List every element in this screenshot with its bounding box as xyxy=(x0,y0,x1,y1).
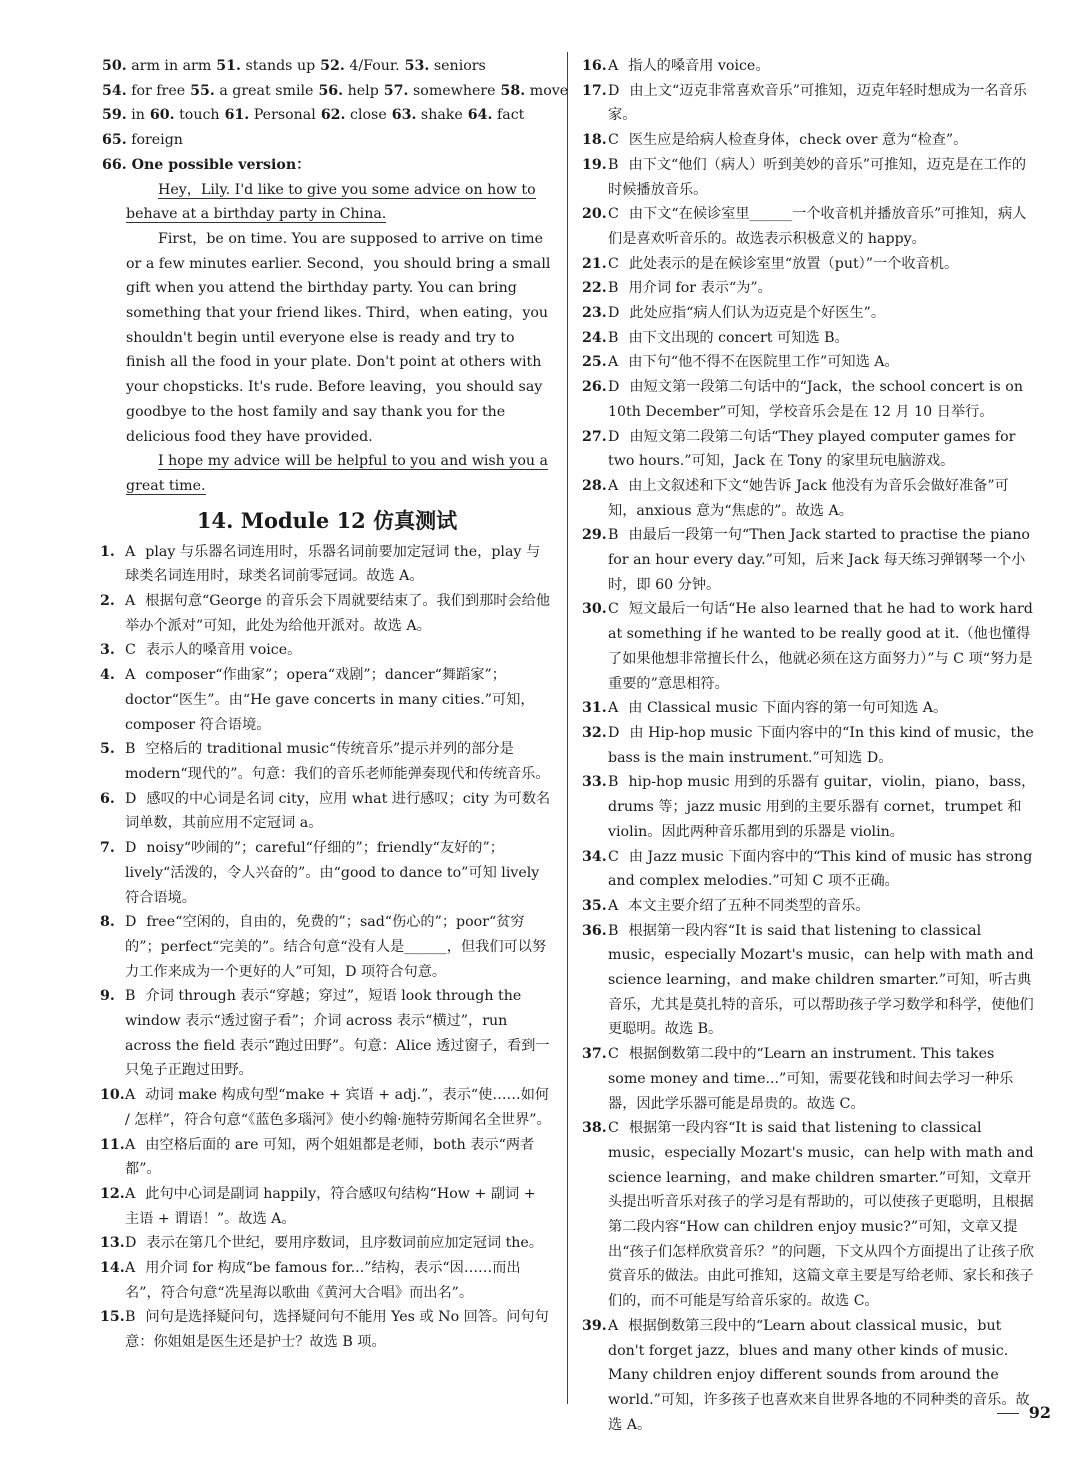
item-number: 7. xyxy=(100,840,115,857)
essay-body xyxy=(126,178,552,499)
answer-item xyxy=(584,79,1036,128)
answer-item xyxy=(584,350,1036,375)
item-explanation: 表示在第几个世纪，要用序数词，且序数词前应加定冠词 the。 xyxy=(146,1235,543,1252)
item-answer: A xyxy=(125,1087,136,1104)
item-explanation: 短文最后一句话“He also learned that he had to work hard at something if he wanted to be really good at it.（他也懂得了如果他想非常擅长什么，他就必须在这方面努力）”与 C 项“努力是重要的”意思相符。 xyxy=(608,601,1033,692)
item-number: 2. xyxy=(100,593,115,610)
answer-item xyxy=(584,894,1036,919)
item-number: 37. xyxy=(582,1046,607,1063)
item-answer: D xyxy=(125,840,137,857)
essay-paragraph: Hey，Lily. I'd like to give you some advice on how to behave at a birthday party in China. xyxy=(126,181,536,223)
item-number: 36. xyxy=(582,922,607,939)
answer-item xyxy=(584,721,1036,770)
item-number: 18. xyxy=(582,132,607,149)
item-explanation: 由下文出现的 concert 可知选 B。 xyxy=(628,329,849,346)
answer-item xyxy=(102,737,552,786)
item-explanation: 此句中心词是副词 happily，符合感叹句结构“How + 副词 + 主语 + 谓语！”。故选 A。 xyxy=(125,1185,536,1227)
item-number: 28. xyxy=(582,477,607,494)
answer-item xyxy=(584,301,1036,326)
fill-answer xyxy=(320,54,400,79)
fill-answer xyxy=(405,54,486,79)
item-number: 27. xyxy=(582,428,607,445)
item-explanation: 由最后一段第一句“Then Jack started to practise the piano for an hour every day.”可知，后来 Jack 每天练习弹钢琴一个小时，即 60 分钟。 xyxy=(608,527,1030,593)
answer-text: help xyxy=(347,82,379,99)
answer-item xyxy=(102,1083,552,1132)
answer-item xyxy=(102,910,552,984)
item-answer: C xyxy=(608,848,619,865)
right-column xyxy=(584,54,1036,1437)
item-explanation: 由下句“他不得不在医院里工作”可知选 A。 xyxy=(628,354,899,371)
item-number: 8. xyxy=(100,914,115,931)
item-answer: A xyxy=(125,1136,136,1153)
item-explanation: 根据句意“George 的音乐会下周就要结束了。我们到那时会给他举办个派对”可知，此处为给他开派对。故选 A。 xyxy=(125,593,551,634)
answer-item xyxy=(584,202,1036,251)
item-answer: D xyxy=(125,1235,137,1252)
item-explanation: 用介词 for 表示“为”。 xyxy=(628,280,772,297)
answer-item xyxy=(584,845,1036,894)
answer-item xyxy=(584,770,1036,844)
answer-number: 59. xyxy=(102,107,127,124)
item-explanation: 由空格后面的 are 可知，两个姐姐都是老师，both 表示“两者都”。 xyxy=(125,1136,535,1178)
answer-number: 58. xyxy=(500,82,526,99)
essay-heading: 66. One possible version： xyxy=(102,156,311,173)
answer-number: 61. xyxy=(224,107,250,124)
item-explanation: 本文主要介绍了五种不同类型的音乐。 xyxy=(628,897,870,914)
item-number: 4. xyxy=(100,667,115,684)
item-answer: B xyxy=(608,922,619,939)
answer-number: 54. xyxy=(102,82,127,99)
answer-text: seniors xyxy=(433,58,486,74)
fill-answer xyxy=(216,54,315,79)
item-answer: C xyxy=(608,132,619,149)
answer-item xyxy=(102,663,552,737)
item-answer: A xyxy=(125,593,136,610)
item-explanation: 根据第一段内容“It is said that listening to classical music，especially Mozart's music，can help with math and science learning，and make children smarter.”可知，听古典音乐，尤其是莫扎特的音乐，可以帮助孩子学习数学和科学，使他们更聪明。故选 B。 xyxy=(608,922,1034,1038)
answer-item xyxy=(102,1305,552,1354)
fill-answer xyxy=(102,103,145,128)
answer-item xyxy=(102,984,552,1083)
fill-answer xyxy=(102,128,183,153)
item-explanation: 此处表示的是在候诊室里“放置（put）”一个收音机。 xyxy=(628,255,959,272)
answer-text: foreign xyxy=(131,132,183,149)
answer-item xyxy=(102,1182,552,1231)
item-answer: A xyxy=(608,477,619,494)
answer-text: close xyxy=(350,107,387,124)
item-answer: C xyxy=(608,1120,619,1137)
answer-text: fact xyxy=(497,107,525,124)
item-number: 33. xyxy=(582,774,607,791)
item-explanation: 根据倒数第三段中的“Learn about classical music，but don't forget jazz，blues and many other kinds of music. Many children enjoy different sounds from around the world.”可知，许多孩子也喜欢来自世界各地的不同种类的音乐。故选 A。 xyxy=(608,1317,1030,1433)
answer-number: 65. xyxy=(102,132,127,149)
answer-text: in xyxy=(131,107,145,124)
item-answer: D xyxy=(125,790,137,807)
answer-item xyxy=(584,696,1036,721)
answer-number: 51. xyxy=(216,58,241,74)
answer-text: 4/Four. xyxy=(349,58,400,74)
item-explanation: 空格后的 traditional music“传统音乐”提示并列的部分是 modern“现代的”。句意：我们的音乐老师能弹奏现代和传统音乐。 xyxy=(125,741,550,782)
fill-answer xyxy=(102,54,211,79)
item-explanation: 问句是选择疑问句，选择疑问句不能用 Yes 或 No 回答。问句句意：你姐姐是医生还是护士？故选 B 项。 xyxy=(125,1309,549,1351)
item-number: 23. xyxy=(582,305,607,322)
answer-number: 53. xyxy=(404,58,430,74)
item-explanation: 由短文第二段第二句话“They played computer games for two hours.”可知，Jack 在 Tony 的家里玩电脑游戏。 xyxy=(608,428,1016,470)
item-explanation: 表示人的嗓音用 voice。 xyxy=(145,642,302,659)
item-explanation: 根据第一段内容“It is said that listening to classical music，especially Mozart's music，can help with math and science learning，and make children smarter.”可知，文章开头提出听音乐对孩子的学习是有帮助的，可以使孩子更聪明，且根据第二段内容“How can children enjoy music?”可知，文章又提出“孩子们怎样欣赏音乐？”的问题，下文从四个方面提出了让孩子欣赏音乐的做法。由此可推知，这篇文章主要是写给老师、家长和孩子们的，而不可能是写给音乐家的。故选 C。 xyxy=(608,1120,1034,1310)
item-explanation: play 与乐器名词连用时，乐器名词前要加定冠词 the，play 与球类名词连用时，球类名词前零冠词。故选 A。 xyxy=(125,543,541,585)
item-explanation: 用介词 for 构成“be famous for...”结构，表示“因……而出名”，符合句意“冼星海以歌曲《黄河大合唱》而出名”。 xyxy=(125,1260,521,1301)
item-explanation: 根据倒数第二段中的“Learn an instrument. This takes some money and time...”可知，需要花钱和时间去学习一种乐器，因此学乐器可能是昂贵的。故选 C。 xyxy=(608,1046,1014,1112)
item-answer: A xyxy=(125,1260,136,1277)
fill-answer xyxy=(501,79,569,104)
answer-number: 64. xyxy=(467,107,493,124)
fill-answer xyxy=(190,79,313,104)
item-answer: D xyxy=(125,914,137,931)
item-number: 32. xyxy=(582,724,607,741)
page-number: 92 xyxy=(1028,1403,1051,1422)
item-explanation: 由上文叙述和下文“她告诉 Jack 他没有为音乐会做好准备”可知，anxious 意为“焦虑的”。故选 A。 xyxy=(608,477,1009,519)
item-number: 24. xyxy=(582,329,607,346)
item-number: 35. xyxy=(582,897,607,914)
answer-item xyxy=(584,1314,1036,1438)
item-explanation: 动词 make 构成句型“make + 宾语 + adj.”，表示“使……如何 / 怎样”，符合句意“《蓝色多瑙河》使小约翰·施特劳斯闻名全世界”。 xyxy=(125,1087,551,1128)
answer-text: for free xyxy=(131,82,186,99)
item-number: 21. xyxy=(582,255,607,272)
answer-number: 62. xyxy=(320,107,346,124)
answer-item xyxy=(102,589,552,638)
item-number: 29. xyxy=(582,527,607,544)
fill-answer-row xyxy=(102,128,552,153)
item-number: 39. xyxy=(582,1317,607,1334)
answer-number: 52. xyxy=(320,58,345,74)
answer-text: somewhere xyxy=(413,82,496,99)
item-explanation: 由 Jazz music 下面内容中的“This kind of music has strong and complex melodies.”可知 C 项不正确。 xyxy=(608,848,1033,890)
answer-item xyxy=(584,523,1036,597)
item-number: 30. xyxy=(582,601,607,618)
item-answer: A xyxy=(125,667,136,684)
answer-item xyxy=(584,597,1036,696)
item-explanation: 由 Classical music 下面内容的第一句可知选 A。 xyxy=(628,700,948,717)
answer-text: stands up xyxy=(245,58,316,74)
item-explanation: composer“作曲家”；opera“戏剧”；dancer“舞蹈家”；doctor“医生”。由“He gave concerts in many cities.”可知，composer 符合语境。 xyxy=(125,667,535,733)
left-column xyxy=(100,54,569,1355)
fill-answer xyxy=(102,79,185,104)
fill-answer-row xyxy=(102,54,552,79)
answer-item xyxy=(584,425,1036,474)
answer-item xyxy=(584,375,1036,424)
answer-text: touch xyxy=(179,107,220,124)
answer-item xyxy=(584,252,1036,277)
item-answer: D xyxy=(608,82,620,99)
item-answer: B xyxy=(125,988,136,1005)
item-answer: C xyxy=(608,255,619,272)
item-number: 22. xyxy=(582,280,607,297)
item-number: 3. xyxy=(100,642,115,659)
item-explanation: 指人的嗓音用 voice。 xyxy=(628,58,770,74)
item-number: 25. xyxy=(582,354,607,371)
item-number: 16. xyxy=(582,58,607,74)
item-explanation: 由下文“在候诊室里______一个收音机并播放音乐”可推知，病人们是喜欢听音乐的。故选表示积极意义的 happy。 xyxy=(608,206,1027,247)
answer-number: 56. xyxy=(318,82,344,99)
answer-item xyxy=(102,540,552,589)
item-explanation: 由 Hip-hop music 下面内容中的“In this kind of music，the bass is the main instrument.”可知选 D。 xyxy=(608,724,1034,766)
fill-answer xyxy=(225,103,316,128)
item-explanation: hip-hop music 用到的乐器有 guitar，violin，piano，bass，drums 等；jazz music 用到的主要乐器有 cornet，trumpet 和 violin。因此两种音乐都用到的乐器是 violin。 xyxy=(608,774,1036,840)
item-number: 26. xyxy=(582,379,607,396)
item-answer: A xyxy=(608,700,619,717)
item-answer: A xyxy=(608,354,619,371)
item-number: 31. xyxy=(582,700,607,717)
item-answer: D xyxy=(608,428,620,445)
answer-item xyxy=(584,128,1036,153)
item-number: 11. xyxy=(100,1136,125,1153)
item-number: 38. xyxy=(582,1120,607,1137)
fill-answer xyxy=(468,103,525,128)
item-explanation: noisy“吵闹的”；careful“仔细的”；friendly“友好的”；lively“活泼的，令人兴奋的”。由“good to dance to”可知 lively 符合语境。 xyxy=(125,840,540,906)
item-answer: A xyxy=(608,1317,619,1334)
item-number: 5. xyxy=(100,741,115,758)
fill-answer xyxy=(392,103,463,128)
item-answer: D xyxy=(608,379,620,396)
fill-answer-row xyxy=(102,79,569,104)
page-number-rule xyxy=(997,1413,1019,1414)
item-answer: B xyxy=(125,741,136,758)
item-answer: B xyxy=(608,774,619,791)
fill-answer xyxy=(384,79,496,104)
item-answer: C xyxy=(608,206,619,223)
item-answer: A xyxy=(608,897,619,914)
item-answer: B xyxy=(608,527,619,544)
item-answer: B xyxy=(608,329,619,346)
item-answer: A xyxy=(125,543,136,560)
answer-item xyxy=(584,326,1036,351)
fill-answer xyxy=(321,103,387,128)
answer-number: 60. xyxy=(149,107,175,124)
item-number: 19. xyxy=(582,156,607,173)
answer-item xyxy=(102,1256,552,1305)
item-answer: C xyxy=(608,1046,619,1063)
item-explanation: free“空闲的，自由的，免费的”；sad“伤心的”；poor“贫穷的”；perfect“完美的”。结合句意“没有人是______，但我们可以努力工作来成为一个更好的人”可知，D 项符合句意。 xyxy=(125,914,547,980)
item-explanation: 此处应指“病人们认为迈克是个好医生”。 xyxy=(629,305,886,322)
item-explanation: 介词 through 表示“穿越；穿过”，短语 look through the window 表示“透过窗子看”；介词 across 表示“横过”，run across the field 表示“跑过田野”。句意：Alice 透过窗子，看到一只兔子正跑过田野。 xyxy=(125,988,550,1079)
fill-answer xyxy=(318,79,378,104)
answer-text: arm in arm xyxy=(131,58,212,74)
answer-item xyxy=(102,1231,552,1256)
answer-text: a great smile xyxy=(219,82,314,99)
answer-item xyxy=(102,787,552,836)
answer-number: 57. xyxy=(383,82,409,99)
item-number: 6. xyxy=(100,790,115,807)
item-number: 9. xyxy=(100,988,115,1005)
item-explanation: 感叹的中心词是名词 city，应用 what 进行感叹；city 为可数名词单数，其前应用不定冠词 a。 xyxy=(125,790,551,832)
answer-number: 63. xyxy=(391,107,417,124)
item-number: 13. xyxy=(100,1235,125,1252)
item-explanation: 由上文“迈克非常喜欢音乐”可推知，迈克年轻时想成为一名音乐家。 xyxy=(608,82,1027,124)
item-number: 10. xyxy=(100,1087,125,1104)
answer-text: Personal xyxy=(253,107,316,124)
item-answer: B xyxy=(125,1309,136,1326)
answer-item xyxy=(102,1133,552,1182)
answer-text: move xyxy=(529,82,569,99)
item-answer: D xyxy=(608,724,620,741)
item-explanation: 由短文第一段第二句话中的“Jack，the school concert is on 10th December”可知，学校音乐会是在 12 月 10 日举行。 xyxy=(608,379,1023,420)
item-number: 1. xyxy=(100,543,115,560)
answer-item xyxy=(584,54,1036,79)
item-explanation: 医生应是给病人检查身体，check over 意为“检查”。 xyxy=(628,132,968,149)
column-divider xyxy=(567,52,568,1404)
item-number: 14. xyxy=(100,1260,125,1277)
answer-item xyxy=(584,474,1036,523)
essay-paragraph: First，be on time. You are supposed to arrive on time or a few minutes earlier. Second，you should bring a small gift when you attend the birthday party. You can bring something that your friend likes. Third，when eating，you shouldn't begin until everyone else is ready and try to finish all the food in your plate. Don't point at others with your chopsticks. It's rude. Before leaving，you should say goodbye to the host family and say thank you for the delicious food they have provided. xyxy=(126,230,551,445)
answer-item xyxy=(584,153,1036,202)
answer-item xyxy=(584,919,1036,1043)
item-number: 15. xyxy=(100,1309,125,1326)
item-answer: B xyxy=(608,156,619,173)
item-answer: D xyxy=(608,305,620,322)
section-title: 14. Module 12 仿真测试 xyxy=(196,507,458,533)
item-number: 34. xyxy=(582,848,607,865)
essay-paragraph: I hope my advice will be helpful to you and wish you a great time. xyxy=(126,453,548,494)
answer-number: 50. xyxy=(102,58,127,74)
answer-item xyxy=(102,836,552,910)
item-number: 17. xyxy=(582,82,607,99)
item-answer: A xyxy=(125,1185,136,1202)
answer-item xyxy=(584,1116,1036,1314)
answer-list xyxy=(584,54,1036,1437)
answer-text: shake xyxy=(420,107,463,124)
answer-item xyxy=(584,1042,1036,1116)
fill-answer-row xyxy=(102,103,552,128)
answer-number: 55. xyxy=(190,82,215,99)
answer-item xyxy=(102,638,552,663)
item-answer: A xyxy=(608,58,619,74)
item-number: 12. xyxy=(100,1185,125,1202)
answer-item xyxy=(584,276,1036,301)
item-explanation: 由下文“他们（病人）听到美妙的音乐”可推知，迈克是在工作的时候播放音乐。 xyxy=(608,156,1027,198)
item-number: 20. xyxy=(582,206,607,223)
item-answer: C xyxy=(125,642,136,659)
item-answer: B xyxy=(608,280,619,297)
fill-answers xyxy=(102,54,569,153)
item-answer: C xyxy=(608,601,619,618)
fill-answer xyxy=(150,103,220,128)
answer-list xyxy=(102,540,552,1355)
